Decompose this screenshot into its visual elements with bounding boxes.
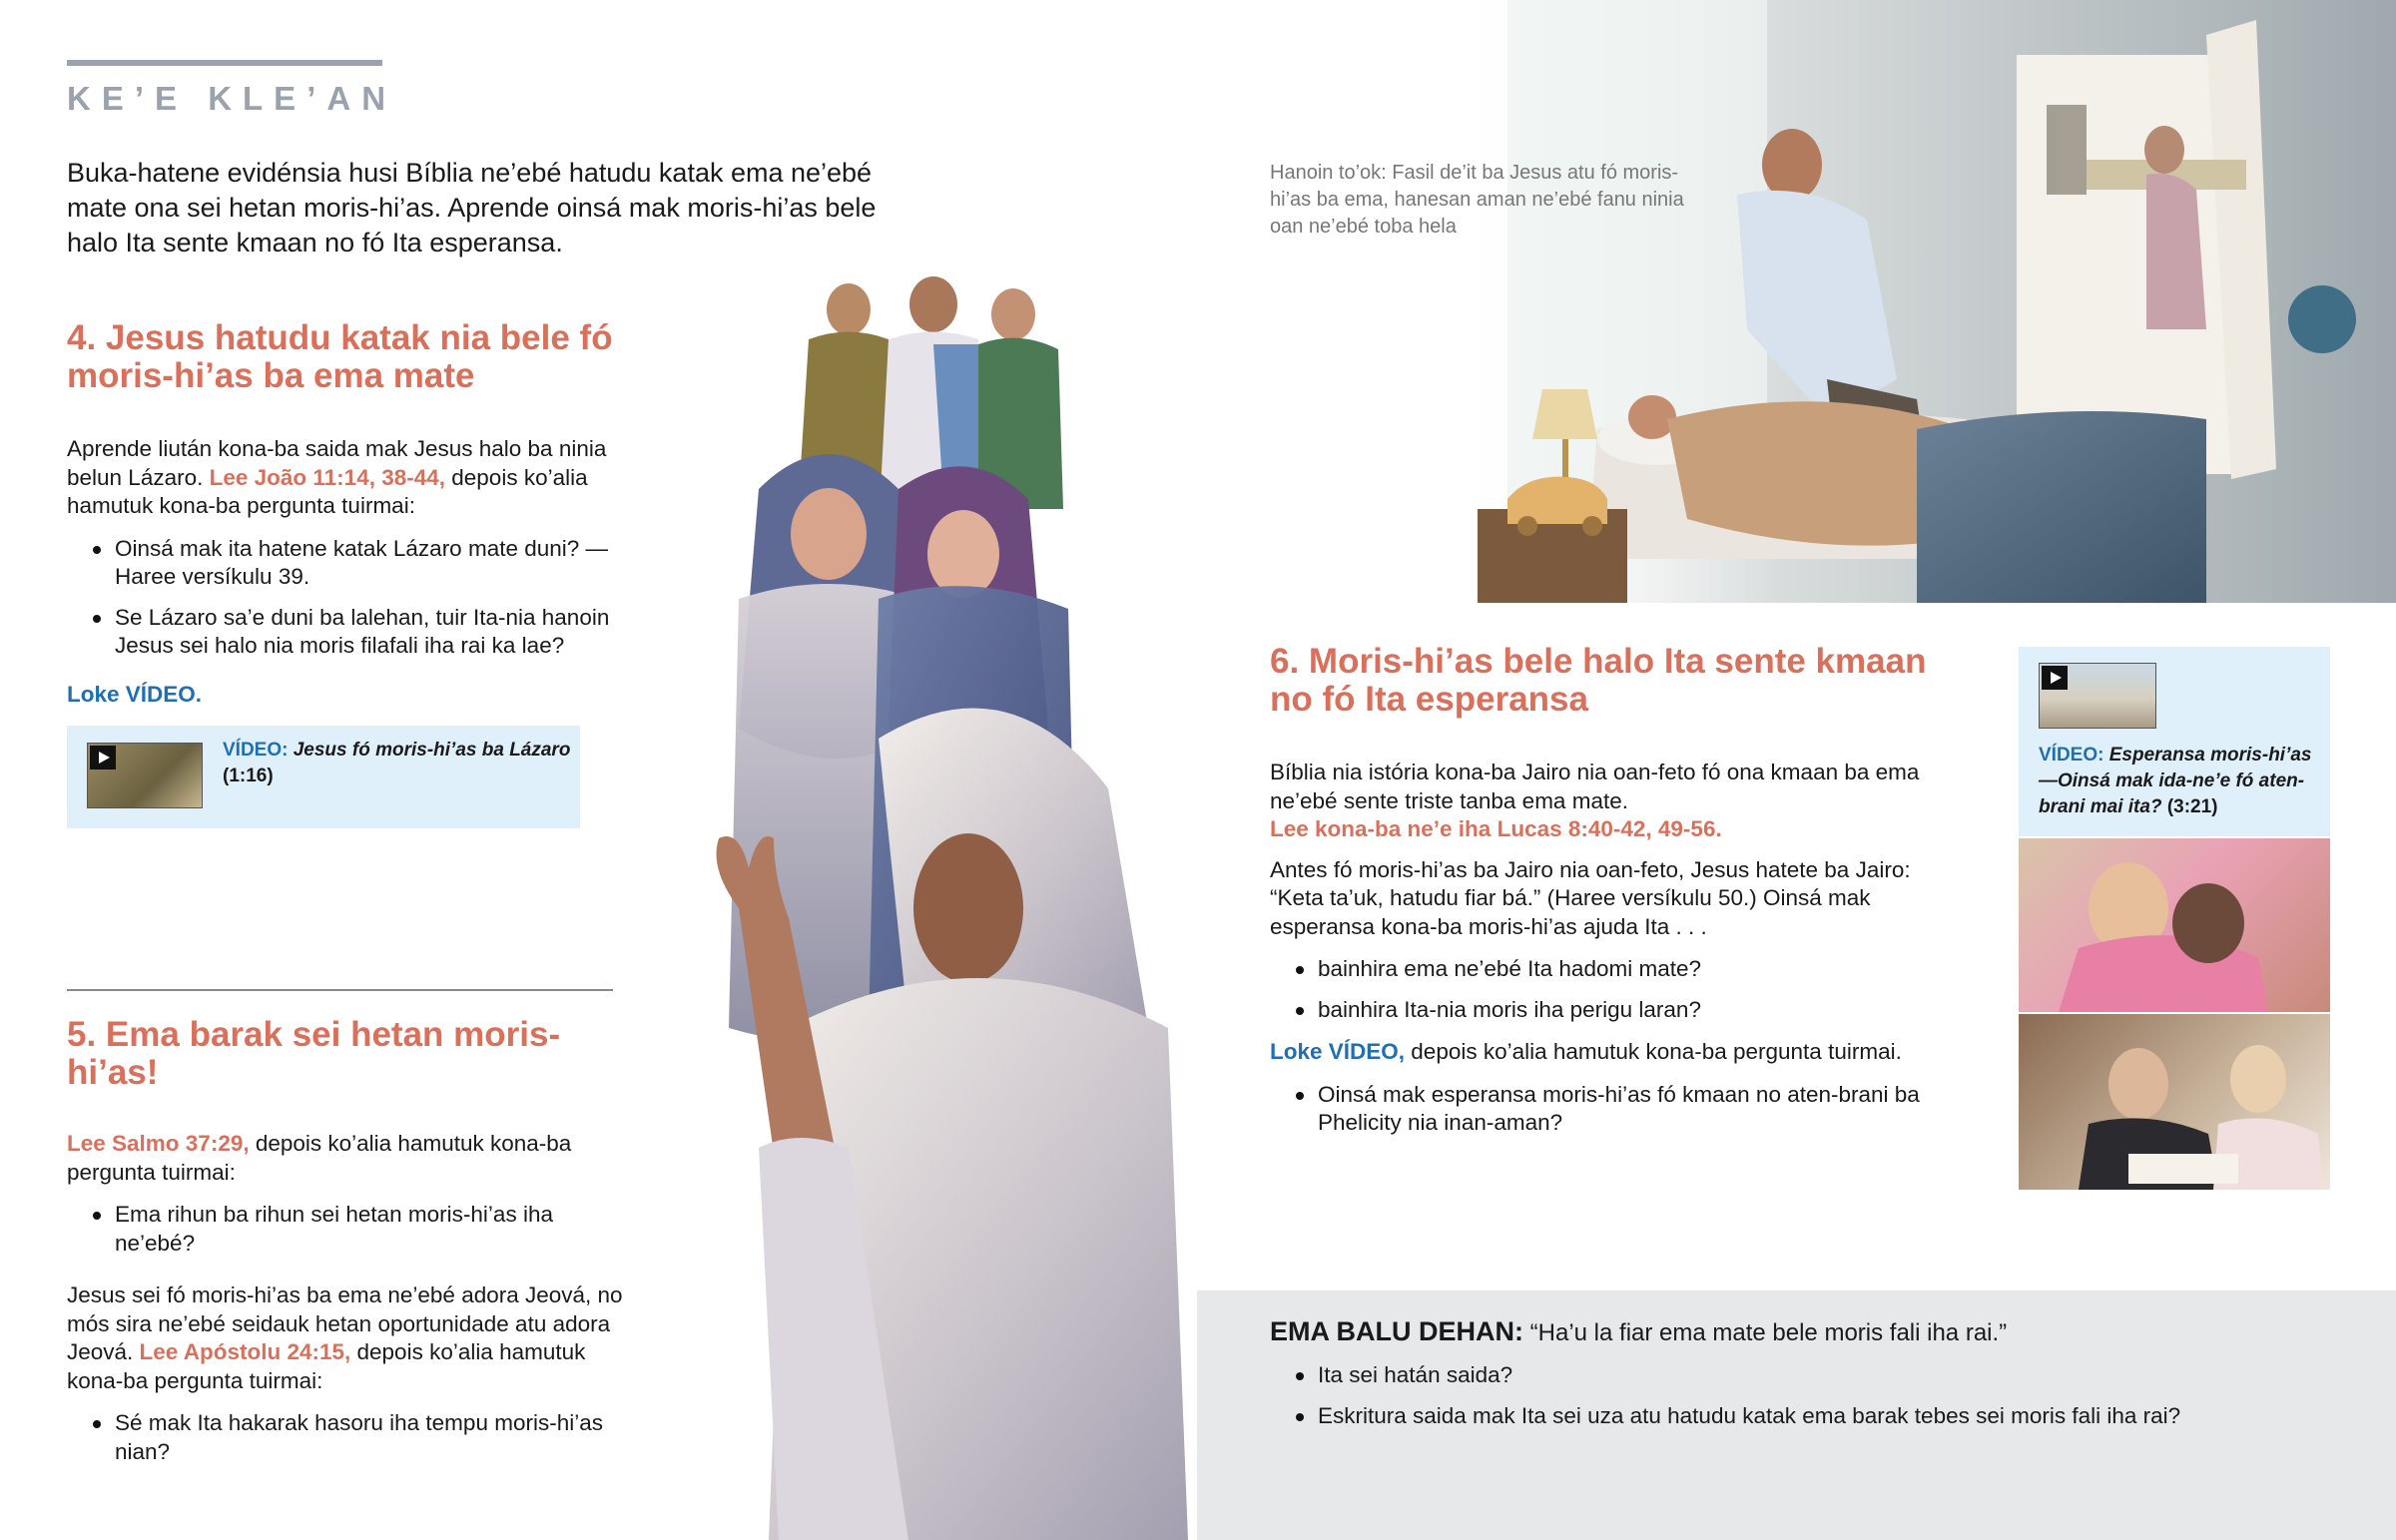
section-6-paragraph: Bíblia nia istória kona-ba Jairo nia oan-feto fó ona kmaan ba ema ne’ebé sente triste tanba ema mate. Lee kona-ba ne’e iha Lucas 8:40-42, 49-56.	[1270, 760, 1920, 841]
section-4-heading: 4. Jesus hatudu katak nia bele fó moris-hi’as ba ema mate	[67, 318, 613, 395]
scripture-link[interactable]: Lee Salmo 37:29,	[67, 1131, 250, 1156]
loke-video-link[interactable]: Loke VÍDEO.	[67, 681, 203, 707]
video-still-study	[2019, 1014, 2330, 1190]
list-item: Ita sei hatán saida?	[1270, 1361, 2368, 1390]
section-6	[1270, 643, 1949, 1150]
photo-art	[2019, 1014, 2330, 1190]
section-title: KE’E KLE’AN	[67, 80, 397, 117]
play-icon[interactable]	[90, 746, 116, 770]
question-list	[1270, 955, 1949, 1024]
section-4	[67, 319, 626, 709]
video-box-esperansa[interactable]	[2019, 647, 2330, 836]
bedroom-illustration	[1448, 0, 2396, 603]
section-5-paragraph: Lee Salmo 37:29, depois ko’alia hamutuk kona-ba pergunta tuirmai:	[67, 1131, 572, 1185]
section-5	[67, 1016, 626, 1478]
section-5-heading: 5. Ema barak sei hetan moris-hi’as!	[67, 1015, 561, 1092]
scripture-link[interactable]: Lee kona-ba ne’e iha Lucas 8:40-42, 49-56.	[1270, 816, 1722, 841]
list-item: bainhira ema ne’ebé Ita hadomi mate?	[1270, 955, 1949, 984]
list-item: bainhira Ita-nia moris iha perigu laran?	[1270, 996, 1949, 1025]
question-list	[1270, 1081, 1949, 1138]
photo-art	[2019, 838, 2330, 1012]
lazarus-illustration	[679, 269, 1198, 1540]
section-6-paragraph-3: Loke VÍDEO, depois ko’alia hamutuk kona-ba pergunta tuirmai.	[1270, 1039, 1902, 1064]
video-still-hug	[2019, 838, 2330, 1012]
section-6-paragraph-2: Antes fó moris-hi’as ba Jairo nia oan-feto, Jesus hatete ba Jairo: “Keta ta’uk, hatudu fiar bá.” (Haree versíkulu 50.) Oinsá mak esperansa kona-ba moris-hi’as ajuda Ita . . .	[1270, 856, 1911, 939]
list-item: Se Lázaro sa’e duni ba lalehan, tuir Ita-nia hanoin Jesus sei halo nia moris filafali iha rai ka lae?	[67, 604, 626, 661]
question-list	[1270, 1361, 2368, 1430]
ema-balu-dehan	[1270, 1315, 2368, 1442]
list-item: Eskritura saida mak Ita sei uza atu hatudu katak ema barak tebes sei moris fali iha rai?	[1270, 1402, 2368, 1431]
scripture-link[interactable]: Lee João 11:14, 38-44,	[209, 464, 446, 490]
ema-balu-quote: EMA BALU DEHAN: “Ha’u la fiar ema mate bele moris fali iha rai.”	[1270, 1316, 2008, 1346]
play-icon[interactable]	[2042, 666, 2068, 690]
section-6-heading: 6. Moris-hi’as bele halo Ita sente kmaan no fó Ita esperansa	[1270, 642, 1927, 719]
illustration-art	[679, 269, 1198, 1540]
video-box-lazaro[interactable]	[67, 726, 580, 828]
video-thumbnail[interactable]	[87, 743, 203, 808]
list-item: Oinsá mak esperansa moris-hi’as fó kmaan no aten-brani ba Phelicity nia inan-aman?	[1270, 1081, 1949, 1138]
illustration-art	[1448, 0, 2396, 603]
section-4-paragraph: Aprende liután kona-ba saida mak Jesus halo ba ninia belun Lázaro. Lee João 11:14, 38-44, depois ko’alia hamutuk kona-ba pergunta tuirmai:	[67, 436, 607, 518]
list-item: Ema rihun ba rihun sei hetan moris-hi’as iha ne’ebé?	[67, 1201, 626, 1258]
list-item: Sé mak Ita hakarak hasoru iha tempu moris-hi’as nian?	[67, 1409, 626, 1466]
intro-paragraph: Buka-hatene evidénsia husi Bíblia ne’ebé hatudu katak ema ne’ebé mate ona sei hetan moris-hi’as. Aprende oinsá mak moris-hi’as bele halo Ita sente kmaan no fó Ita esperansa.	[67, 158, 877, 257]
video-label[interactable]: VÍDEO: Jesus fó moris-hi’as ba Lázaro (1:16)	[223, 740, 571, 786]
scripture-link[interactable]: Lee Apóstolu 24:15,	[139, 1339, 351, 1364]
question-list	[67, 535, 626, 661]
question-list	[67, 1409, 626, 1466]
video-label[interactable]: VÍDEO: Esperansa moris-hi’as —Oinsá mak ida-ne’e fó aten-brani mai ita? (3:21)	[2039, 745, 2312, 817]
illustration-caption: Hanoin to’ok: Fasil de’it ba Jesus atu fó moris-hi’as ba ema, hanesan aman ne’ebé fanu ninia oan ne’ebé toba hela	[1270, 162, 1684, 238]
divider	[67, 989, 613, 991]
section-bar	[67, 60, 382, 66]
loke-video-link[interactable]: Loke VÍDEO,	[1270, 1039, 1406, 1064]
list-item: Oinsá mak ita hatene katak Lázaro mate duni? —Haree versíkulu 39.	[67, 535, 626, 592]
question-list	[67, 1201, 626, 1258]
section-5-paragraph-2: Jesus sei fó moris-hi’as ba ema ne’ebé adora Jeová, no mós sira ne’ebé seidauk hetan oportunidade atu adora Jeová. Lee Apóstolu 24:15, depois ko’alia hamutuk kona-ba pergunta tuirmai:	[67, 1283, 623, 1393]
video-thumbnail[interactable]	[2039, 663, 2156, 729]
